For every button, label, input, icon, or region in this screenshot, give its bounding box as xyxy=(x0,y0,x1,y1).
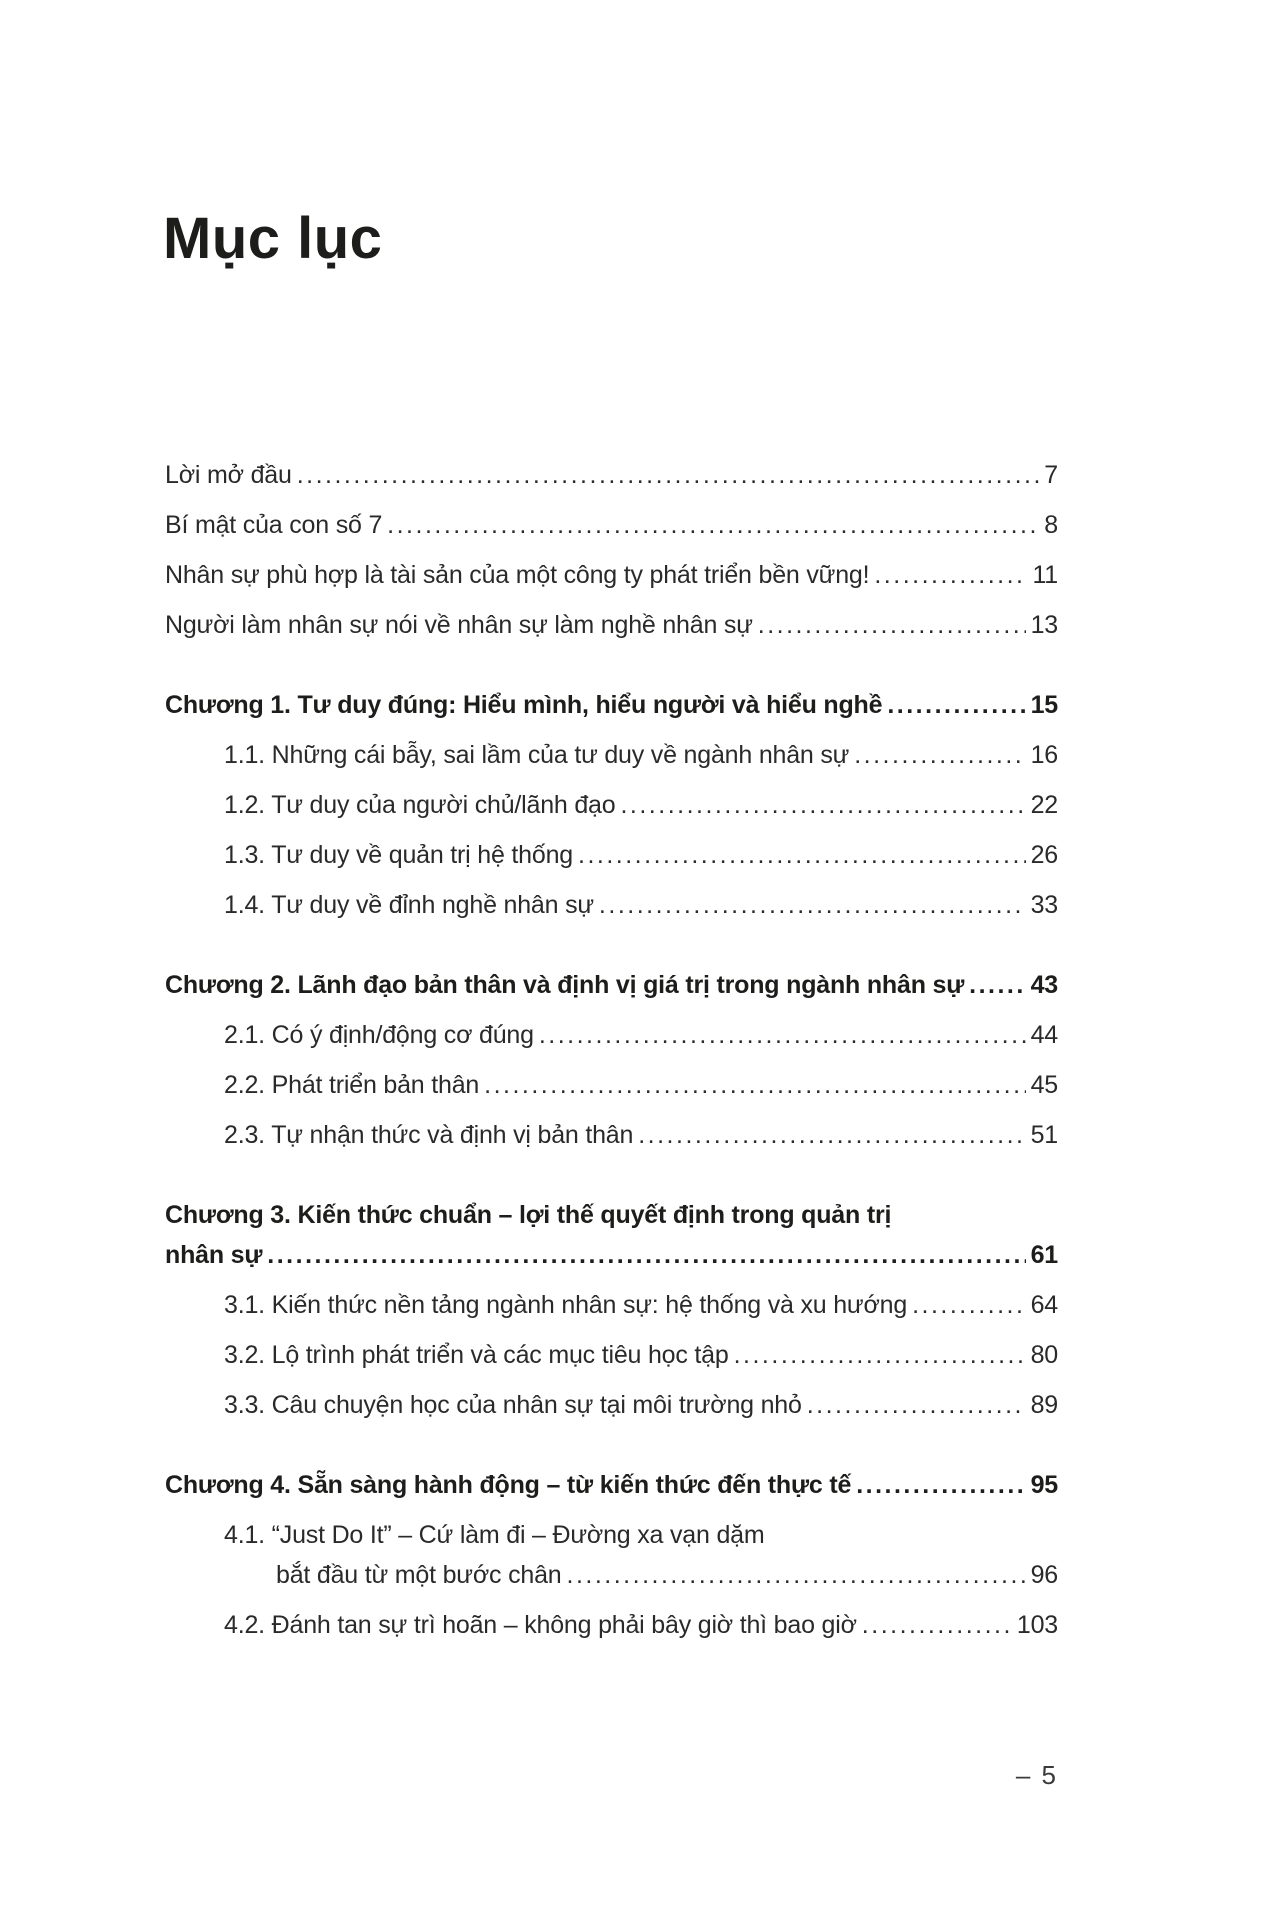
toc-page-number: 45 xyxy=(1030,1071,1058,1099)
toc-page-number: 33 xyxy=(1030,891,1058,919)
toc-line xyxy=(165,685,1058,725)
toc-entry-title: 3.2. Lộ trình phát triển và các mục tiêu học tập xyxy=(224,1341,729,1369)
toc-line xyxy=(165,1115,1058,1155)
toc-line xyxy=(165,505,1058,545)
toc-entry xyxy=(165,735,1058,775)
toc-line xyxy=(165,455,1058,495)
dot-leader xyxy=(484,1065,1025,1105)
toc-entry xyxy=(165,785,1058,825)
toc-entry-title: Chương 1. Tư duy đúng: Hiểu mình, hiểu người và hiểu nghề xyxy=(165,691,883,719)
dot-leader xyxy=(969,965,1025,1005)
dot-leader xyxy=(578,835,1026,875)
toc-entry xyxy=(165,835,1058,875)
toc-line xyxy=(165,885,1058,925)
toc-entry xyxy=(165,1015,1058,1055)
toc-line xyxy=(165,785,1058,825)
toc-line xyxy=(165,1065,1058,1105)
toc-entry-title: 2.1. Có ý định/động cơ đúng xyxy=(224,1021,534,1049)
toc-entry-title: bắt đầu từ một bước chân xyxy=(276,1561,562,1589)
toc-entry-title: 3.1. Kiến thức nền tảng ngành nhân sự: hệ thống và xu hướng xyxy=(224,1291,908,1319)
toc-line xyxy=(165,735,1058,775)
toc-entry xyxy=(165,605,1058,645)
toc-line xyxy=(165,1015,1058,1055)
toc-entry xyxy=(165,1285,1058,1325)
toc-page-number: 44 xyxy=(1030,1021,1058,1049)
toc-line xyxy=(165,1235,1058,1275)
toc-entry xyxy=(165,1065,1058,1105)
toc-entry-title: Bí mật của con số 7 xyxy=(165,511,383,539)
toc-entry-title: 2.2. Phát triển bản thân xyxy=(224,1071,480,1099)
toc-entry xyxy=(165,1515,1058,1595)
dot-leader xyxy=(267,1235,1025,1275)
toc-entry-title: 1.1. Những cái bẫy, sai lầm của tư duy về ngành nhân sự xyxy=(224,741,850,769)
toc-entry-title: Chương 3. Kiến thức chuẩn – lợi thế quyết định trong quản trị xyxy=(165,1201,892,1229)
toc-entry xyxy=(165,1115,1058,1155)
dot-leader xyxy=(599,885,1026,925)
toc-page-number: 89 xyxy=(1030,1391,1058,1419)
toc-line xyxy=(165,555,1058,595)
dot-leader xyxy=(734,1335,1026,1375)
toc-page-number: 61 xyxy=(1030,1241,1058,1269)
toc-entry-title: nhân sự xyxy=(165,1241,263,1269)
toc-entry xyxy=(165,885,1058,925)
toc-chapter-entry xyxy=(165,1195,1058,1275)
toc-entry-title: 3.3. Câu chuyện học của nhân sự tại môi trường nhỏ xyxy=(224,1391,802,1419)
footer-page-number: – 5 xyxy=(1015,1760,1058,1790)
toc-page-number: 8 xyxy=(1044,511,1058,539)
toc-line xyxy=(165,1385,1058,1425)
toc-line xyxy=(165,605,1058,645)
toc-line xyxy=(165,1515,1058,1555)
dot-leader xyxy=(856,1465,1025,1505)
toc-page-number: 11 xyxy=(1032,561,1058,589)
toc-entry-title: 4.1. “Just Do It” – Cứ làm đi – Đường xa vạn dặm xyxy=(224,1521,765,1549)
toc-entry-title: 2.3. Tự nhận thức và định vị bản thân xyxy=(224,1121,634,1149)
toc-line xyxy=(165,1465,1058,1505)
toc-line xyxy=(165,1285,1058,1325)
toc-entry-title: 4.2. Đánh tan sự trì hoãn – không phải bây giờ thì bao giờ xyxy=(224,1611,857,1639)
dot-leader xyxy=(887,685,1025,725)
toc-page-number: 96 xyxy=(1030,1561,1058,1589)
toc-entry-title: 1.4. Tư duy về đỉnh nghề nhân sự xyxy=(224,891,594,919)
toc-entry xyxy=(165,555,1058,595)
dot-leader xyxy=(539,1015,1026,1055)
dot-leader xyxy=(807,1385,1026,1425)
toc-list xyxy=(165,455,1058,1655)
toc-chapter-entry xyxy=(165,685,1058,725)
toc-entry xyxy=(165,1385,1058,1425)
dot-leader xyxy=(874,555,1027,595)
toc-line xyxy=(165,965,1058,1005)
toc-entry-title: Lời mở đầu xyxy=(165,461,292,489)
toc-entry-title: Nhân sự phù hợp là tài sản của một công ty phát triển bền vững! xyxy=(165,561,870,589)
page-title: Mục lục xyxy=(163,205,383,271)
toc-page-number: 103 xyxy=(1016,1611,1058,1639)
toc-chapter-entry xyxy=(165,965,1058,1005)
toc-line xyxy=(165,835,1058,875)
toc-line xyxy=(165,1555,1058,1595)
dot-leader xyxy=(912,1285,1026,1325)
toc-page-number: 80 xyxy=(1030,1341,1058,1369)
dot-leader xyxy=(862,1605,1012,1645)
dot-leader xyxy=(854,735,1025,775)
toc-entry-title: Chương 2. Lãnh đạo bản thân và định vị giá trị trong ngành nhân sự xyxy=(165,971,965,999)
toc-entry xyxy=(165,505,1058,545)
toc-page-number: 51 xyxy=(1030,1121,1058,1149)
dot-leader xyxy=(567,1555,1026,1595)
dot-leader xyxy=(297,455,1040,495)
toc-entry xyxy=(165,1335,1058,1375)
dot-leader xyxy=(387,505,1039,545)
toc-entry xyxy=(165,1605,1058,1645)
toc-page-number: 64 xyxy=(1030,1291,1058,1319)
toc-page-number: 16 xyxy=(1030,741,1058,769)
toc-page-number: 43 xyxy=(1030,971,1058,999)
toc-page-number: 7 xyxy=(1044,461,1058,489)
toc-entry xyxy=(165,455,1058,495)
toc-line xyxy=(165,1605,1058,1645)
toc-entry-title: 1.3. Tư duy về quản trị hệ thống xyxy=(224,841,573,869)
toc-page-number: 26 xyxy=(1030,841,1058,869)
toc-page-number: 95 xyxy=(1030,1471,1058,1499)
toc-chapter-entry xyxy=(165,1465,1058,1505)
dot-leader xyxy=(620,785,1025,825)
toc-line xyxy=(165,1335,1058,1375)
dot-leader xyxy=(758,605,1026,645)
toc-entry-title: Người làm nhân sự nói về nhân sự làm nghề nhân sự xyxy=(165,611,753,639)
toc-page-number: 13 xyxy=(1030,611,1058,639)
toc-page-number: 22 xyxy=(1030,791,1058,819)
toc-line xyxy=(165,1195,1058,1235)
dot-leader xyxy=(638,1115,1025,1155)
toc-page-number: 15 xyxy=(1030,691,1058,719)
toc-entry-title: 1.2. Tư duy của người chủ/lãnh đạo xyxy=(224,791,616,819)
toc-entry-title: Chương 4. Sẵn sàng hành động – từ kiến thức đến thực tế xyxy=(165,1471,852,1499)
